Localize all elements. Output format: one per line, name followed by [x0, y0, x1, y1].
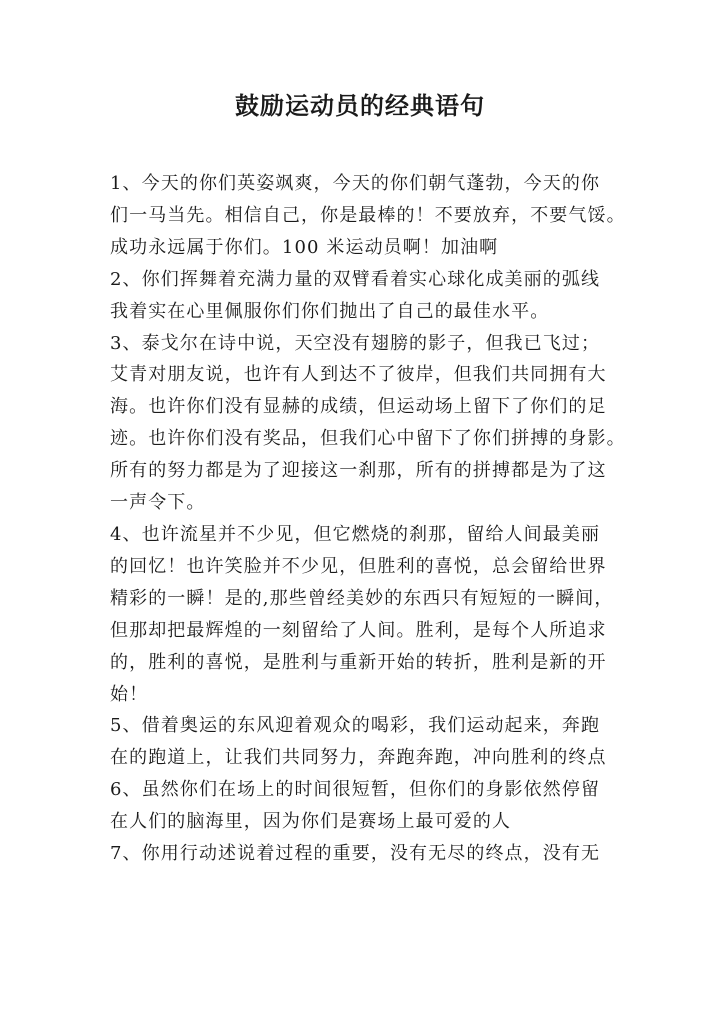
paragraph-line: 成功永远属于你们。100 米运动员啊！加油啊 [110, 236, 499, 258]
paragraph-line: 们一马当先。相信自己，你是最棒的！不要放弃，不要气馁。 [110, 204, 626, 226]
paragraph-line: 艾青对朋友说，也许有人到达不了彼岸，但我们共同拥有大 [110, 364, 607, 386]
paragraph-line: 5、借着奥运的东风迎着观众的喝彩，我们运动起来，奔跑 [110, 715, 601, 737]
paragraph-4 [110, 519, 613, 710]
paragraph-line: 7、你用行动述说着过程的重要，没有无尽的终点，没有无 [110, 843, 601, 865]
paragraph-7 [110, 838, 613, 870]
paragraph-line: 1、今天的你们英姿飒爽，今天的你们朝气蓬勃，今天的你 [110, 173, 601, 194]
paragraph-1 [110, 168, 626, 264]
paragraph-line: 海。也许你们没有显赫的成绩，但运动场上留下了你们的足 [110, 396, 607, 418]
paragraph-line: 但那却把最辉煌的一刻留给了人间。胜利，是每个人所追求 [110, 619, 607, 641]
paragraph-line: 一声令下。 [110, 492, 206, 514]
paragraph-line: 在人们的脑海里，因为你们是赛场上最可爱的人 [110, 811, 512, 833]
document-body [110, 168, 626, 870]
paragraph-line: 迹。也许你们没有奖品，但我们心中留下了你们拼搏的身影。 [110, 428, 626, 450]
paragraph-line: 6、虽然你们在场上的时间很短暂，但你们的身影依然停留 [110, 779, 601, 801]
paragraph-line: 的回忆！也许笑脸并不少见，但胜利的喜悦，总会留给世界 [110, 555, 607, 577]
paragraph-3 [110, 328, 626, 519]
paragraph-line: 2、你们挥舞着充满力量的双臂看着实心球化成美丽的弧线 [110, 268, 601, 290]
paragraph-line: 在的跑道上，让我们共同努力，奔跑奔跑，冲向胜利的终点 [110, 747, 607, 769]
paragraph-line: 始！ [110, 683, 149, 705]
document-title: 鼓励运动员的经典语句 [235, 92, 485, 120]
paragraph-line: 4、也许流星并不少见，但它燃烧的刹那，留给人间最美丽 [110, 523, 601, 545]
paragraph-line: 精彩的一瞬！是的,那些曾经美妙的东西只有短短的一瞬间， [110, 587, 614, 609]
paragraph-6 [110, 774, 613, 838]
paragraph-line: 所有的努力都是为了迎接这一刹那，所有的拼搏都是为了这 [110, 460, 607, 482]
paragraph-line: 我着实在心里佩服你们你们抛出了自己的最佳水平。 [110, 300, 550, 322]
paragraph-line: 的，胜利的喜悦，是胜利与重新开始的转折，胜利是新的开 [110, 651, 607, 673]
paragraph-5 [110, 710, 613, 774]
paragraph-2 [110, 264, 613, 328]
paragraph-line: 3、泰戈尔在诗中说，天空没有翅膀的影子，但我已飞过； [110, 332, 601, 354]
